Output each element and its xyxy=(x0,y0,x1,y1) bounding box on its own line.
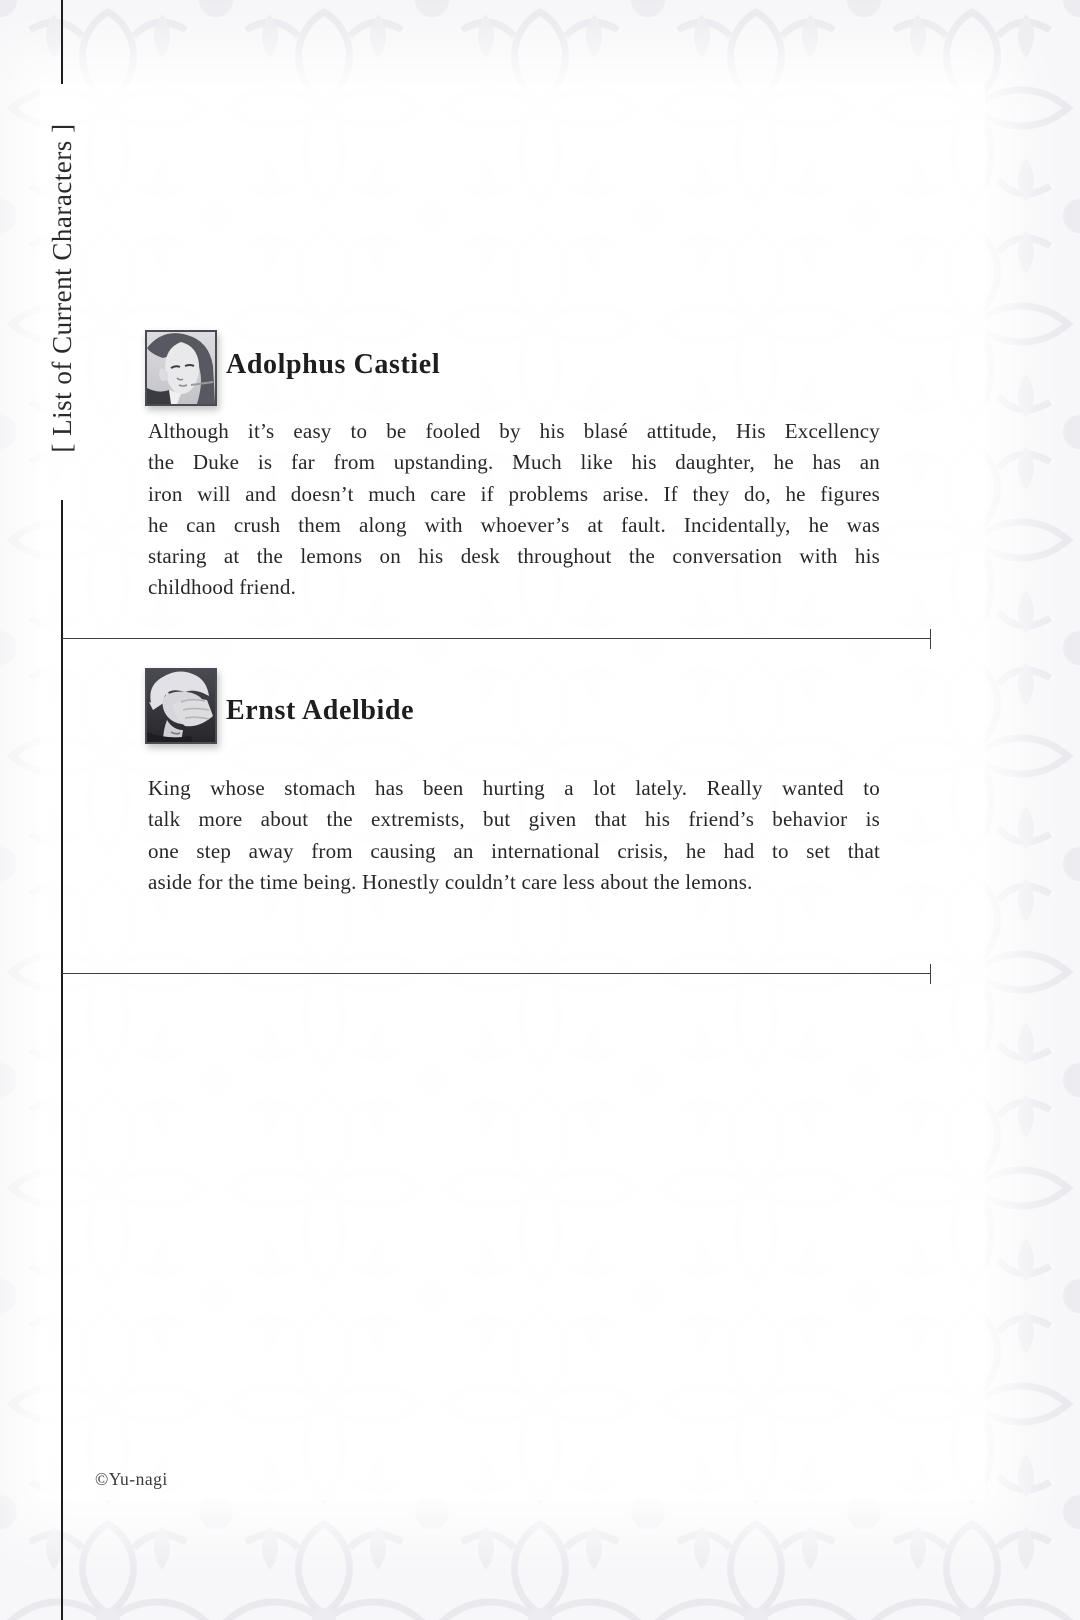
character-description-adolphus xyxy=(148,416,880,604)
sidebar-rule-top xyxy=(61,0,63,84)
paragraph-line: Although it’s easy to be fooled by his blasé attitude, His Excellency xyxy=(148,419,880,443)
adolphus-portrait-art xyxy=(147,332,215,404)
character-name-adolphus: Adolphus Castiel xyxy=(226,349,441,380)
character-portrait-adolphus xyxy=(145,330,217,406)
paragraph-line: staring at the lemons on his desk throughout the conversation with his xyxy=(148,544,880,569)
sidebar-rule-bottom xyxy=(61,500,63,1620)
character-description-ernst xyxy=(148,773,880,898)
ernst-portrait-art xyxy=(147,670,215,742)
divider-end-tick xyxy=(930,629,932,649)
section-divider xyxy=(62,973,930,974)
character-portrait-ernst xyxy=(145,668,217,744)
character-name-ernst: Ernst Adelbide xyxy=(226,695,415,726)
paragraph-line: one step away from causing an international crisis, he had to set that xyxy=(148,838,880,863)
divider-end-tick xyxy=(930,964,932,984)
copyright-notice: ©Yu-nagi xyxy=(95,1469,168,1489)
paragraph-line: King whose stomach has been hurting a lot lately. Really wanted to xyxy=(148,776,880,800)
page-title: [ List of Current Characters ] xyxy=(47,123,77,453)
section-divider xyxy=(62,638,930,639)
paragraph-line: the Duke is far from upstanding. Much like his daughter, he has an xyxy=(148,450,880,475)
paragraph-line: he can crush them along with whoever’s at fault. Incidentally, he was xyxy=(148,512,880,537)
paragraph-line: childhood friend. xyxy=(148,575,297,600)
paragraph-line: aside for the time being. Honestly couldn’t care less about the lemons. xyxy=(148,869,753,894)
paragraph-line: talk more about the extremists, but given that his friend’s behavior is xyxy=(148,807,880,832)
paragraph-line: iron will and doesn’t much care if problems arise. If they do, he figures xyxy=(148,481,880,506)
